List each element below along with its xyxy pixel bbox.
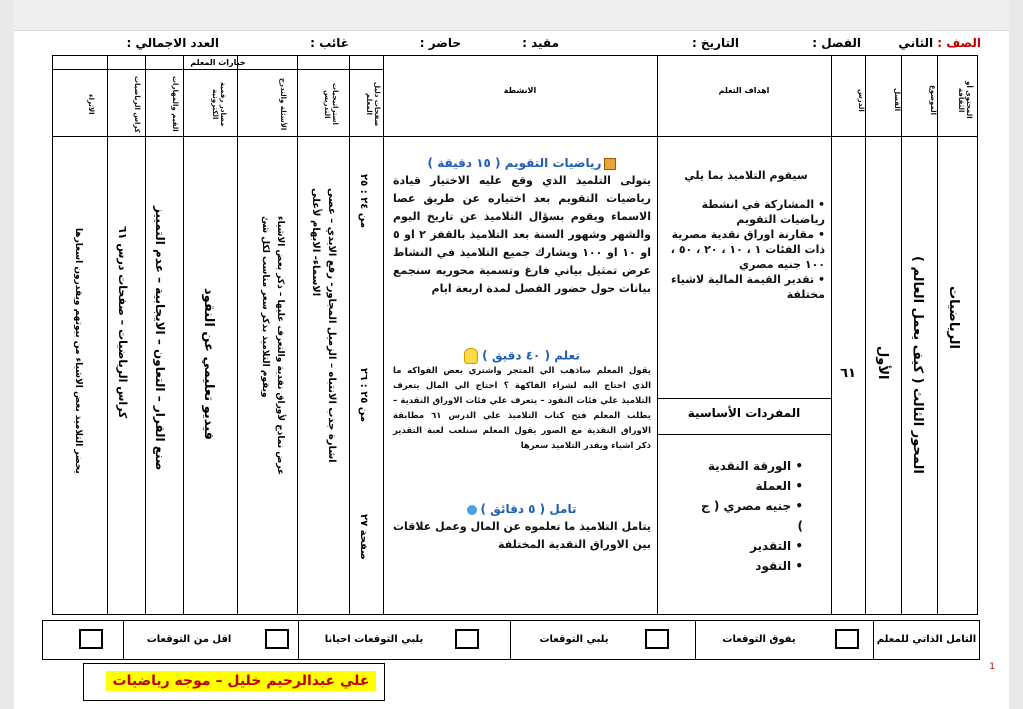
footer-divider — [510, 621, 511, 659]
meets-label: يلبي التوقعات — [539, 634, 609, 645]
questions-value: عرض نماذج لأوراق نقدية والتعرف عليها – ذكر بعض الاشياء ويقوم التلاميذ بذكر سعر مناسب لكل شئ — [260, 216, 285, 476]
header-lesson: الدرس — [857, 88, 865, 112]
calendar-icon — [604, 158, 616, 170]
vocab-item: • التقدير — [750, 539, 803, 553]
pages-range-2: من ٢٥ : ٢٦ — [358, 368, 369, 423]
below-label: اقل من التوقعات — [146, 634, 232, 645]
activity-learn-text: يقول المعلم ساذهب الي المتجر واشتري بعض الفواكه ما الذي احتاج اليه لشراء الفاكهة ؟ احتاج الي المال يتعرف التلاميذ علي فئات النقود – يتعرف علي فئات الاوراق النقدية – يطلب المعلم فتح كتاب التلاميذ علي الدرس ٦١ مطابقة الاوراق النقدية مع الصور يقول المعلم سنلعب لعبة التقدير ذكر اشياء ويقدر التلاميذ سعرها — [393, 366, 651, 451]
activity-reflect-title: تامل ( ٥ دقائق ) — [393, 500, 651, 518]
reflect-icon — [467, 505, 477, 515]
enrichment-value: يحضر التلاميذ بعض الاشياء من بيوتهم ويقدرون اسعارها — [73, 228, 83, 474]
col-line — [145, 56, 146, 614]
sometimes-checkbox[interactable] — [455, 629, 479, 649]
vocab-title: المفردات الأساسية — [687, 406, 801, 420]
col-line — [657, 56, 658, 614]
col-line — [901, 56, 902, 614]
col-line — [831, 56, 832, 614]
grade-label: الصف : — [937, 36, 981, 50]
self-reflection-row — [42, 620, 980, 660]
col-line — [349, 56, 350, 614]
vocab-item: • الورقة النقدية — [707, 459, 803, 473]
total-label: العدد الاجمالي : — [126, 36, 219, 50]
header-questions: الأسئلة والتدرج — [279, 77, 287, 131]
enrolled-label: مقيد : — [522, 36, 559, 50]
supervisor-signature: علي عبدالرحيم خليل – موجه رياضيات — [106, 671, 376, 691]
vocab-item: • جنيه مصري ( ج ) — [701, 499, 803, 533]
col-line — [183, 56, 184, 614]
meets-checkbox[interactable] — [645, 629, 669, 649]
objective-item: • تقدير القيمة المالية لاشياء مختلفة — [670, 273, 825, 301]
supervisor-signature-box — [83, 663, 385, 701]
footer-divider — [123, 621, 124, 659]
header-term: الفصل — [893, 88, 901, 112]
row-line — [657, 398, 831, 399]
row-line — [53, 136, 977, 137]
col-line — [383, 56, 384, 614]
lightbulb-icon — [464, 348, 478, 364]
activity-reflect-text: يتامل التلاميذ ما تعلموه عن المال وعمل علاقات بين الاوراق النقدية المختلفة — [393, 520, 651, 551]
activity-calendar-text: يتولى التلميذ الذي وقع عليه الاختيار قيادة رياضيات التقويم بعد اختياره عن طريق عصا الاسماء ويقوم بسؤال التلاميذ عن تاريخ اليوم والشهر وشهور السنة بعد التلاميذ بالقفز ٢ او ٥ او ١٠ او ١٠٠ ويشارك جميع التلاميذ في النشاط عرض تمثيل بياني فارغ وتسمية محوريه سنجمع بيانات حول حضور الفصل لمدة اربعة ايام — [393, 174, 652, 295]
notebook-value: كراس الرياضيات – صفحات درس ٦١ — [116, 226, 129, 419]
header-digital: مصادر رقمية الكترونية — [210, 81, 227, 127]
col-line — [865, 56, 866, 614]
self-reflection-label: التامل الذاتي للمعلم — [873, 621, 979, 659]
objectives-intro: سيقوم التلاميذ بما يلي — [684, 169, 808, 182]
absent-label: غائب : — [310, 36, 349, 50]
strategies-value: اشارة جذب الانتباه – الزميل المجاور- رفع الايدي – عصى الاسماء- الابهام لأعلى — [310, 188, 337, 463]
objective-item: • مقارنة اوراق نقدية مصرية ذات الفئات ١ ، ١٠ ، ٢٠ ، ٥٠ ، ١٠٠ جنيه مصري — [670, 228, 825, 271]
grade-field — [898, 36, 981, 50]
header-content: المحتوى أو الثقافة — [956, 81, 973, 119]
row-line — [53, 69, 383, 70]
vocab-item: • العملة — [755, 479, 803, 493]
activity-learn-title: تعلم ( ٤٠ دقيق ) — [393, 348, 651, 364]
lesson-plan-table — [52, 55, 978, 615]
col-line — [297, 56, 298, 614]
activity-calendar-title: رياضيات التقويم ( ١٥ دقيقة ) — [393, 154, 651, 172]
grade-value: الثاني — [898, 36, 934, 50]
col-line — [107, 56, 108, 614]
viewer-top-bar — [14, 0, 1009, 31]
header-strategies: استراتيجيات التدريس — [322, 83, 339, 125]
content-value: الرياضيات — [946, 286, 961, 350]
present-label: حاضر : — [419, 36, 461, 50]
header-topic: الموضوع — [929, 84, 937, 116]
term-value: الأول — [875, 346, 890, 380]
col-line — [237, 56, 238, 614]
date-label: التاريخ : — [691, 36, 739, 50]
activity-reflect — [393, 500, 651, 554]
digital-resource-value: فيديو تعليمي عن النقود — [201, 288, 216, 441]
vocab-item: • النقود — [755, 559, 803, 573]
activity-calendar — [393, 154, 651, 298]
header-activities: الانشطة — [503, 86, 537, 95]
sometimes-checkbox-2[interactable] — [265, 629, 289, 649]
pages-range-1: من ٢٤ : ٢٥ — [358, 174, 369, 229]
row-line — [657, 434, 831, 435]
header-objectives: اهداف التعلم — [718, 86, 770, 95]
header-notebook: كراس الرياضيات — [133, 75, 141, 133]
topic-value: المحور الثالث ( كيف يعمل العالم ) — [910, 256, 925, 474]
activity-learn — [393, 348, 651, 454]
sometimes-label: يلبي التوقعات احيانا — [324, 634, 424, 645]
teacher-options-header: خيارات المعلم — [190, 58, 246, 67]
below-checkbox[interactable] — [79, 629, 103, 649]
values-skills-value: صنع القرار – التعاون – الايجابية – عدم التمييز — [153, 206, 167, 471]
lesson-value: ٦١ — [840, 366, 856, 381]
footer-divider — [695, 621, 696, 659]
document-page — [14, 0, 1009, 709]
exceeds-checkbox[interactable] — [835, 629, 859, 649]
vocab-list — [693, 456, 803, 576]
header-pages: صفحات دليل المعلم — [364, 81, 381, 127]
header-values: القيم والمهارات — [171, 76, 179, 132]
page-number: 1 — [989, 662, 995, 672]
pages-range-3: صفحة ٢٧ — [358, 514, 369, 560]
col-line — [937, 56, 938, 614]
exceeds-label: يفوق التوقعات — [722, 634, 796, 645]
footer-divider — [298, 621, 299, 659]
objective-item: • المشاركة في انشطة رياضيات التقويم — [701, 198, 825, 226]
term-label: الفصل : — [812, 36, 861, 50]
header-enrichment: الاثراء — [87, 93, 95, 115]
objectives-block — [667, 168, 825, 302]
